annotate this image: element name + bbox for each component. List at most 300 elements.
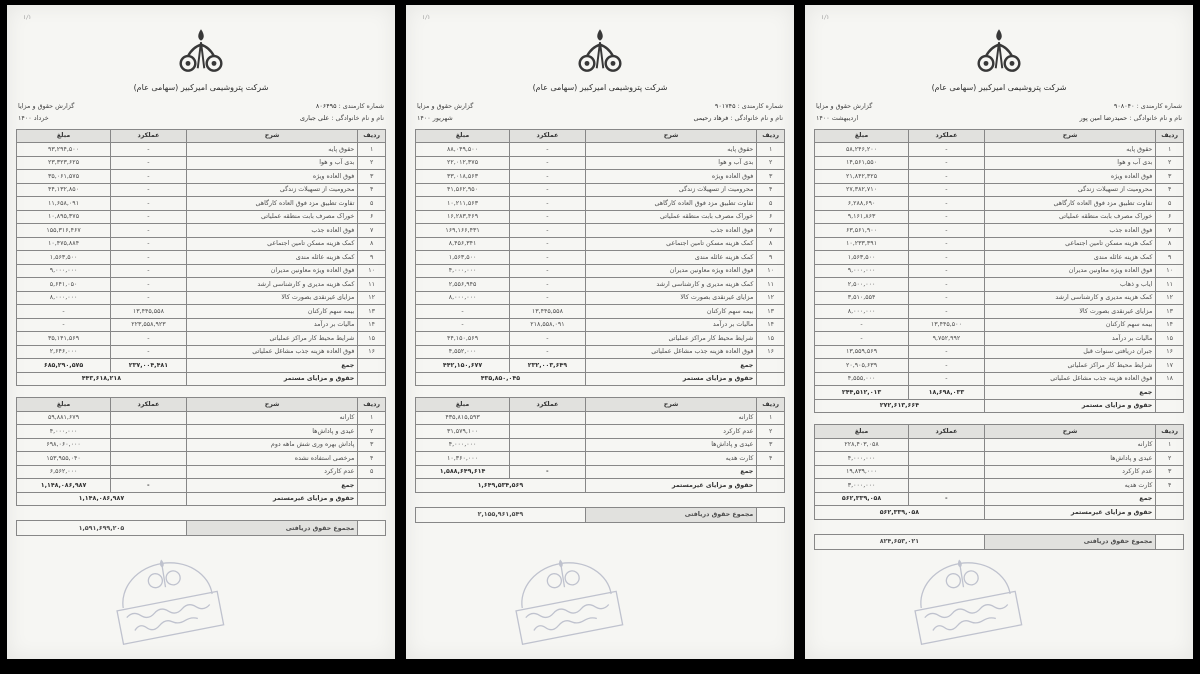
cell-amount: ۸,۰۰۰,۰۰۰ [416,291,510,305]
cell-perf: - [909,291,985,305]
company-stamp [884,544,1047,662]
cell-perf [909,438,985,452]
cell-amount: ۲۷,۳۸۲,۷۱۰ [815,183,909,197]
earnings-row [416,318,785,332]
sum-label: جمع [984,492,1156,506]
payslip-meta [417,101,783,125]
cell-desc: مزایای غیرنقدی بصورت کالا [186,291,358,305]
cell-perf: - [510,156,586,170]
cell-amount: ۲,۵۰۰,۰۰۰ [815,278,909,292]
noncontinuous-row [17,452,386,466]
cell-desc: بیمه سهم کارکنان [984,318,1156,332]
cell-amount: ۱۰,۳۶۰,۰۰۰ [416,452,510,466]
cell-amount: ۴۳۵,۸۱۵,۵۹۳ [416,411,510,425]
cell-row-no: ۶ [757,210,785,224]
cell-desc: کمک هزینه عائله مندی [585,251,757,265]
earnings-row [815,264,1184,278]
cell-row-no: ۱۲ [358,291,386,305]
cell-desc: حقوق پایه [585,143,757,157]
noncontinuous-amount: ۱,۶۴۹,۵۳۴,۵۶۹ [416,479,586,493]
cell-row-no: ۱۳ [1156,305,1184,319]
continuous-total-row [17,372,386,386]
cell-amount: ۶۳,۵۶۱,۹۰۰ [815,224,909,238]
earnings-row [416,143,785,157]
cell-desc: تفاوت تطبیق مزد فوق العاده کارگاهی [585,197,757,211]
cell-empty [1156,399,1184,413]
cell-perf: - [909,170,985,184]
cell-desc: فوق العاده ویژه [984,170,1156,184]
cell-perf: - [111,156,187,170]
cell-perf: - [111,170,187,184]
earnings-row [17,224,386,238]
earnings-row [17,183,386,197]
cell-desc: فوق العاده جذب [984,224,1156,238]
cell-row-no: ۴ [1156,479,1184,493]
cell-desc: شرایط محیط کار مراکز عملیاتی [984,359,1156,373]
earnings-row [815,318,1184,332]
earnings-row [416,291,785,305]
cell-perf: - [510,291,586,305]
company-logo-icon [814,26,1184,78]
earnings-row [416,251,785,265]
cell-perf [909,465,985,479]
earnings-table [415,129,785,387]
cell-amount: ۸,۰۰۰,۰۰۰ [815,305,909,319]
report-date: اردیبهشت ۱۴۰۰ [816,113,859,122]
cell-desc: کارانه [186,411,358,425]
employee-name-label: نام و نام خانوادگی : [1129,113,1182,122]
cell-desc: کمک هزینه مسکن تامین اجتماعی [984,237,1156,251]
noncontinuous-sum-row [815,492,1184,506]
cell-desc: بیمه سهم کارکنان [585,305,757,319]
earnings-row [815,156,1184,170]
cell-empty [757,465,785,479]
report-date: خرداد ۱۴۰۰ [18,113,49,122]
noncontinuous-row [17,465,386,479]
cell-desc: حقوق پایه [186,143,358,157]
noncontinuous-total-row [17,492,386,506]
cell-row-no: ۳ [358,170,386,184]
employee-no-label: شماره کارمندی : [737,102,783,110]
cell-perf: ۹,۷۵۲,۹۹۲ [909,332,985,346]
sum-amount: ۱,۱۴۸,۰۸۶,۹۸۷ [17,479,111,493]
cell-desc: کارت هدیه [984,479,1156,493]
cell-perf: - [510,345,586,359]
noncontinuous-row [815,479,1184,493]
earnings-row [416,170,785,184]
noncontinuous-sum-row [416,465,785,479]
earnings-row [17,210,386,224]
cell-amount: ۱۰,۸۹۵,۳۷۵ [17,210,111,224]
cell-perf [111,411,187,425]
noncontinuous-label: حقوق و مزایای غیرمستمر [585,479,757,493]
page-corner-note: ۱/۱ [22,14,32,21]
cell-row-no: ۳ [1156,465,1184,479]
cell-amount: ۴,۰۰۰,۰۰۰ [416,264,510,278]
cell-row-no: ۱۳ [358,305,386,319]
cell-perf: - [510,332,586,346]
cell-row-no: ۱۴ [1156,318,1184,332]
cell-desc: مالیات بر درآمد [585,318,757,332]
noncontinuous-amount: ۱,۱۴۸,۰۸۶,۹۸۷ [17,492,187,506]
cell-amount: ۳۱,۵۷۹,۱۰۰ [416,425,510,439]
noncontinuous-row [815,452,1184,466]
employee-info [1080,101,1182,125]
earnings-row [815,237,1184,251]
grand-total-bar [415,507,785,523]
cell-empty [757,507,785,522]
continuous-amount: ۴۴۳,۶۱۸,۲۱۸ [17,372,187,386]
cell-amount: ۴,۰۰۰,۰۰۰ [416,438,510,452]
cell-row-no: ۱ [358,143,386,157]
cell-row-no: ۱۰ [1156,264,1184,278]
earnings-row [815,278,1184,292]
cell-row-no: ۵ [757,197,785,211]
cell-desc: محرومیت از تسهیلات زندگی [186,183,358,197]
cell-perf: - [111,210,187,224]
cell-amount: ۹,۱۶۱,۸۶۳ [815,210,909,224]
cell-desc: کمک هزینه عائله مندی [186,251,358,265]
cell-desc: فوق العاده ویژه [186,170,358,184]
sum-label: جمع [984,386,1156,400]
earnings-row [416,183,785,197]
earnings-header-row [17,129,386,143]
cell-amount: ۱,۵۶۳,۵۰۰ [416,251,510,265]
noncontinuous-header-row [416,398,785,412]
noncontinuous-header-row [815,425,1184,439]
cell-amount: ۱۵۳,۹۵۵,۰۴۰ [17,452,111,466]
cell-desc: خوراک مصرف بابت منطقه عملیاتی [186,210,358,224]
cell-empty [757,479,785,493]
employee-name-value: حمیدرضا امین پور [1079,113,1128,122]
cell-empty [1156,534,1184,549]
earnings-row [416,224,785,238]
cell-perf: ۱۳,۴۴۵,۵۰۰ [909,318,985,332]
cell-row-no: ۲ [358,156,386,170]
cell-desc: کارانه [585,411,757,425]
cell-row-no: ۴ [757,452,785,466]
cell-row-no: ۱۱ [358,278,386,292]
cell-perf: - [510,251,586,265]
cell-empty [1156,386,1184,400]
cell-amount: ۵۹,۸۸۱,۶۷۹ [17,411,111,425]
noncontinuous-row [17,411,386,425]
cell-empty [1156,492,1184,506]
cell-row-no: ۱۸ [1156,372,1184,386]
header-desc: شرح [984,129,1156,143]
cell-amount: ۳۵,۰۶۱,۵۷۵ [17,170,111,184]
noncontinuous-sum-row [17,479,386,493]
noncontinuous-row [17,438,386,452]
cell-perf: - [510,183,586,197]
cell-desc: شرایط محیط کار مراکز عملیاتی [186,332,358,346]
header-perf: عملکرد [510,398,586,412]
cell-row-no: ۱۶ [757,345,785,359]
cell-desc: پاداش بهره وری شش ماهه دوم [186,438,358,452]
cell-perf [909,452,985,466]
cell-perf: ۱۳,۴۴۵,۵۵۸ [510,305,586,319]
cell-row-no: ۱۲ [1156,291,1184,305]
cell-amount: - [416,318,510,332]
cell-amount: ۲۲,۰۱۲,۳۷۵ [416,156,510,170]
earnings-row [17,318,386,332]
cell-desc: مزایای غیرنقدی بصورت کالا [984,305,1156,319]
cell-row-no: ۶ [358,210,386,224]
cell-perf: - [111,332,187,346]
cell-perf: - [510,224,586,238]
continuous-label: حقوق و مزایای مستمر [984,399,1156,413]
cell-amount: ۱۶۹,۱۶۶,۴۳۱ [416,224,510,238]
earnings-row [17,291,386,305]
cell-desc: کارت هدیه [585,452,757,466]
cell-amount: ۲,۵۵۶,۹۴۵ [416,278,510,292]
cell-desc: بیمه سهم کارکنان [186,305,358,319]
cell-desc: بدی آب و هوا [585,156,757,170]
cell-empty [358,492,386,506]
cell-amount: ۱۹,۸۳۹,۰۰۰ [815,465,909,479]
cell-row-no: ۹ [757,251,785,265]
earnings-header-row [416,129,785,143]
earnings-row [815,251,1184,265]
header-desc: شرح [585,129,757,143]
cell-amount: ۱,۵۶۳,۵۰۰ [17,251,111,265]
cell-desc: محرومیت از تسهیلات زندگی [585,183,757,197]
cell-perf [111,452,187,466]
cell-row-no: ۲ [358,425,386,439]
sum-amount: ۲۴۴,۵۱۲,۰۱۳ [815,386,909,400]
cell-desc: بدی آب و هوا [984,156,1156,170]
header-perf: عملکرد [909,425,985,439]
employee-no-label: شماره کارمندی : [338,102,384,110]
employee-info [693,101,783,125]
cell-perf: - [909,197,985,211]
cell-perf: - [111,264,187,278]
employee-name-value: فرهاد رحیمی [693,113,729,122]
cell-desc: مالیات بر درآمد [984,332,1156,346]
earnings-row [17,237,386,251]
cell-row-no: ۴ [358,452,386,466]
cell-perf: ۱۳,۴۴۵,۵۵۸ [111,305,187,319]
earnings-row [416,345,785,359]
sum-amount: ۱,۵۸۸,۶۴۹,۶۱۴ [416,465,510,479]
cell-amount: ۴,۰۰۰,۰۰۰ [17,425,111,439]
cell-empty [757,359,785,373]
noncontinuous-row [815,465,1184,479]
earnings-row [815,291,1184,305]
earnings-table [814,129,1184,414]
cell-row-no: ۱۵ [358,332,386,346]
cell-perf: - [111,224,187,238]
cell-row-no: ۱۰ [358,264,386,278]
cell-amount: ۱۰,۲۳۳,۳۹۱ [815,237,909,251]
cell-perf: - [111,345,187,359]
cell-perf: - [510,143,586,157]
cell-desc: تفاوت تطبیق مزد فوق العاده کارگاهی [984,197,1156,211]
cell-perf: - [510,278,586,292]
cell-empty [358,479,386,493]
employee-name-label: نام و نام خانوادگی : [331,113,384,122]
cell-perf: - [510,210,586,224]
cell-amount: ۱,۵۶۳,۵۰۰ [815,251,909,265]
sum-amount: ۵۶۲,۳۳۹,۰۵۸ [815,492,909,506]
cell-amount: ۱۵۵,۳۱۶,۴۶۷ [17,224,111,238]
sum-perf: - [909,492,985,506]
cell-desc: خوراک مصرف بابت منطقه عملیاتی [984,210,1156,224]
cell-amount: - [17,305,111,319]
report-info [816,101,872,125]
header-row-no: ردیف [1156,425,1184,439]
cell-row-no: ۲ [757,425,785,439]
cell-perf: - [909,237,985,251]
cell-empty [358,359,386,373]
cell-row-no: ۱۱ [757,278,785,292]
cell-row-no: ۹ [358,251,386,265]
cell-perf: - [909,224,985,238]
company-name: شرکت پتروشیمی امیرکبیر (سهامی عام) [931,83,1067,92]
header-desc: شرح [984,425,1156,439]
header-perf: عملکرد [510,129,586,143]
noncontinuous-row [416,411,785,425]
cell-perf [111,425,187,439]
company-stamp [485,544,648,662]
sum-perf: - [510,465,586,479]
cell-row-no: ۱۰ [757,264,785,278]
company-name: شرکت پتروشیمی امیرکبیر (سهامی عام) [133,83,269,92]
cell-desc: مرخصی استفاده نشده [186,452,358,466]
sum-perf: ۲۳۷,۰۰۴,۴۸۱ [111,359,187,373]
report-title: گزارش حقوق و مزایا [417,102,474,110]
header-desc: شرح [186,129,358,143]
cell-amount: ۲,۶۴۶,۰۰۰ [17,345,111,359]
earnings-row [17,345,386,359]
noncontinuous-row [416,425,785,439]
cell-row-no: ۵ [358,465,386,479]
earnings-row [17,305,386,319]
cell-amount: ۸۸,۰۴۹,۵۰۰ [416,143,510,157]
noncontinuous-amount: ۵۶۲,۳۳۹,۰۵۸ [815,506,985,520]
cell-row-no: ۵ [358,197,386,211]
earnings-row [815,210,1184,224]
cell-amount: ۲۳,۳۲۳,۶۲۵ [17,156,111,170]
cell-perf: - [111,291,187,305]
cell-perf: - [510,264,586,278]
cell-desc: فوق العاده ویژه معاونین مدیران [186,264,358,278]
sum-label: جمع [585,359,757,373]
header-row-no: ردیف [757,129,785,143]
cell-desc: تفاوت تطبیق مزد فوق العاده کارگاهی [186,197,358,211]
grand-total-label: مجموع حقوق دریافتی [186,521,358,536]
cell-row-no: ۵ [1156,197,1184,211]
header-amount: مبلغ [416,398,510,412]
cell-perf [510,438,586,452]
report-date: شهریور ۱۴۰۰ [417,113,453,122]
continuous-amount: ۴۳۵,۸۵۰,۰۴۵ [416,372,586,386]
cell-desc: حقوق پایه [984,143,1156,157]
cell-perf: ۲۲۳,۵۵۸,۹۲۳ [111,318,187,332]
cell-amount: - [815,318,909,332]
grand-total-label: مجموع حقوق دریافتی [585,507,757,522]
cell-amount: - [416,305,510,319]
cell-amount: ۲۱,۸۴۲,۳۲۵ [815,170,909,184]
cell-perf [909,479,985,493]
payslip-meta [816,101,1182,125]
cell-amount: ۳,۵۱۰,۵۵۴ [815,291,909,305]
earnings-row [815,372,1184,386]
cell-amount: ۵,۶۴۱,۰۵۰ [17,278,111,292]
sum-perf: ۲۳۲,۰۰۳,۶۴۹ [510,359,586,373]
continuous-total-row [815,399,1184,413]
header-desc: شرح [585,398,757,412]
noncontinuous-total-row [416,479,785,493]
cell-row-no: ۷ [1156,224,1184,238]
cell-perf: - [111,237,187,251]
cell-row-no: ۴ [757,183,785,197]
page-corner-note: ۱/۱ [421,14,431,21]
cell-perf: - [909,278,985,292]
cell-perf: - [909,345,985,359]
earnings-row [815,305,1184,319]
noncontinuous-total-row [815,506,1184,520]
cell-amount: ۱۰,۲۱۱,۵۶۳ [416,197,510,211]
payslip-page [805,5,1193,659]
cell-amount: ۶۹۸,۰۶۰,۰۰۰ [17,438,111,452]
cell-row-no: ۳ [1156,170,1184,184]
cell-perf: - [510,237,586,251]
earnings-row [17,278,386,292]
cell-amount: ۱۱,۶۵۸,۰۹۱ [17,197,111,211]
continuous-label: حقوق و مزایای مستمر [186,372,358,386]
cell-row-no: ۱ [757,143,785,157]
employee-no-value: ۹۰۱۷۴۵ [714,102,736,110]
cell-amount: ۴,۰۰۰,۰۰۰ [815,452,909,466]
earnings-row [815,224,1184,238]
payslip-page [406,5,794,659]
cell-desc: جبران دریافتی سنوات قبل [984,345,1156,359]
cell-desc: عیدی و پاداش‌ها [984,452,1156,466]
cell-perf: - [909,156,985,170]
noncontinuous-table [415,397,785,493]
earnings-row [815,345,1184,359]
earnings-row [17,143,386,157]
header-amount: مبلغ [815,425,909,439]
cell-amount: ۸,۴۵۶,۳۴۱ [416,237,510,251]
earnings-row [17,170,386,184]
header-perf: عملکرد [111,398,187,412]
cell-amount: - [815,332,909,346]
earnings-row [815,183,1184,197]
earnings-row [815,197,1184,211]
cell-desc: مزایای غیرنقدی بصورت کالا [585,291,757,305]
cell-amount: ۳۵,۱۴۱,۵۶۹ [17,332,111,346]
noncontinuous-label: حقوق و مزایای غیرمستمر [186,492,358,506]
employee-name-label: نام و نام خانوادگی : [730,113,783,122]
earnings-row [416,278,785,292]
employee-no-label: شماره کارمندی : [1136,102,1182,110]
cell-desc: کمک هزینه مسکن تامین اجتماعی [585,237,757,251]
cell-amount: ۱۶,۲۸۳,۴۶۹ [416,210,510,224]
cell-amount: ۴۱,۵۶۲,۹۵۰ [416,183,510,197]
cell-perf: - [111,251,187,265]
cell-desc: کمک هزینه مدیری و کارشناسی ارشد [186,278,358,292]
earnings-row [416,156,785,170]
cell-perf: - [909,359,985,373]
cell-desc: عدم کارکرد [984,465,1156,479]
sum-perf: - [111,479,187,493]
cell-amount: ۱۴,۵۶۱,۵۵۰ [815,156,909,170]
report-title: گزارش حقوق و مزایا [18,102,75,110]
cell-desc: فوق العاده هزینه جذب مشاغل عملیاتی [585,345,757,359]
cell-perf: - [909,143,985,157]
